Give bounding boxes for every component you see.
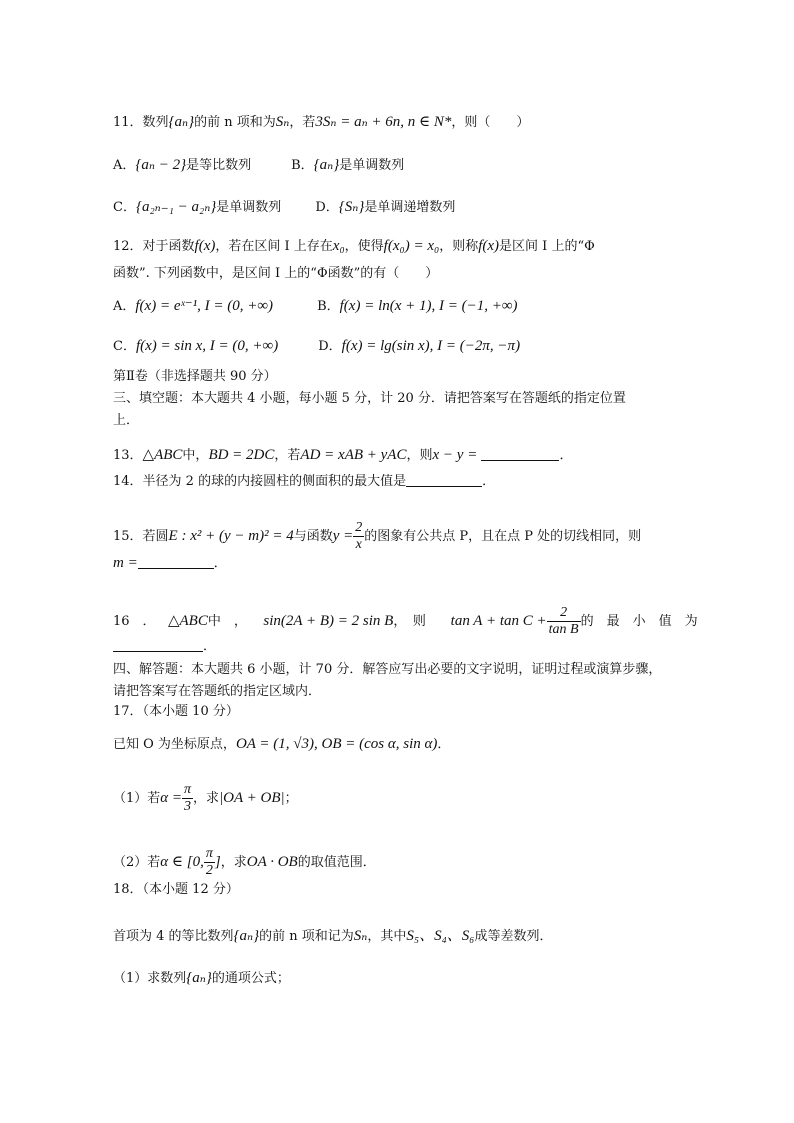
q17-stem: 已知 O 为坐标原点，OA = (1, √3), OB = (cos α, sin α)． <box>113 736 451 752</box>
q17-part2: （2）若α ∈ [0, $\frac{\pi}{2}$ ]，求OA · OB的取值范围． <box>113 846 376 878</box>
q11-options-ab <box>113 155 404 176</box>
q14: 14．半径为 2 的球的内接圆柱的侧面积的最大值是 ． <box>113 474 496 489</box>
q12-option-a: A．f(x) = eˣ⁻¹, I = (0, +∞) <box>113 298 274 314</box>
q17-part2-fraction: $\frac{\pi}{2}$ <box>205 846 213 878</box>
q16-fraction: $\frac{2}{\text{tan B}}$ <box>548 605 579 637</box>
section4-instructions-1: 四、解答题：本大题共 6 小题，计 70 分．解答应写出必要的文字说明，证明过程或演算步骤， <box>113 662 662 677</box>
q15-answer-blank <box>138 554 214 569</box>
q16-answer-blank <box>113 637 203 652</box>
q14-answer-blank <box>406 472 482 487</box>
q18-header: 18．（本小题 12 分） <box>113 882 239 897</box>
q13: 13．△ABC中，BD = 2DC，若AD = xAB + yAC，则x − y = ． <box>113 447 573 463</box>
q12-option-c: C．f(x) = sin x, I = (0, +∞) <box>113 338 279 354</box>
q17-header: 17．（本小题 10 分） <box>113 704 239 719</box>
q15-line1: 15．若圆E : x² + (y − m)² = 4与函数y = $\frac{2}{x}$ 的图象有公共点 P，且在点 P 处的切线相同，则 <box>113 520 642 552</box>
q11-stem: 11．数列{aₙ}的前 n 项和为Sₙ，若3Sₙ = aₙ + 6n, n ∈ N*，则（ ） <box>113 114 530 130</box>
section4-instructions-2: 请把答案写在答题纸的指定区域内． <box>113 684 322 699</box>
q11-option-a: A．{aₙ − 2}是等比数列 <box>113 157 252 173</box>
section3-instructions-1: 三、填空题：本大题共 4 小题，每小题 5 分，计 20 分．请把答案写在答题纸的指定位置 <box>113 391 626 406</box>
q15-line2: m = ． <box>113 555 227 571</box>
q11-condition: 3Sₙ = aₙ + 6n, n ∈ N* <box>315 114 452 130</box>
q16-line1: 16 ． △ABC中 ， sin(2A + B) = 2 sin B， 则 tan A + tan C + $\frac{2}{\text{tan B}}$ 的 最 小 值 为 <box>113 605 698 637</box>
q11-option-b: B．{aₙ}是单调数列 <box>291 157 405 173</box>
q18-stem: 首项为 4 的等比数列{aₙ}的前 n 项和记为Sₙ，其中S₅、S₄、S₆成等差数列． <box>113 928 553 944</box>
q17-part1-fraction: $\frac{\pi}{3}$ <box>184 782 192 814</box>
q11-seq: {aₙ} <box>168 114 195 130</box>
q11-options-cd <box>113 197 455 218</box>
q15-fraction: $\frac{2}{x}$ <box>355 520 363 552</box>
q17-part1: （1）若α = $\frac{\pi}{3}$ ，求|OA + OB|； <box>113 782 298 814</box>
part2-title: 第Ⅱ卷（非选择题共 90 分） <box>113 369 277 384</box>
q12-stem-line1: 12．对于函数f(x)，若在区间 I 上存在x₀，使得f(x₀) = x₀，则称f(x)是区间 I 上的“Φ <box>113 238 595 254</box>
q16-line2: ． <box>113 637 216 657</box>
q12-options-cd <box>113 336 520 357</box>
q12-option-b: B．f(x) = ln(x + 1), I = (−1, +∞) <box>317 298 518 314</box>
q12-stem-line2: 函数”. 下列函数中，是区间 I 上的“Φ函数”的有（ ） <box>113 266 439 281</box>
section3-instructions-2: 上． <box>113 413 140 428</box>
q11-option-c: C．{a₂ₙ₋₁ − a₂ₙ}是单调数列 <box>113 199 282 215</box>
q12-options-ab <box>113 296 518 317</box>
q13-answer-blank <box>481 446 559 461</box>
q18-part1: （1）求数列{aₙ}的通项公式； <box>113 970 290 986</box>
q11-option-d: D．{Sₙ}是单调递增数列 <box>315 199 456 215</box>
q12-option-d: D．f(x) = lg(sin x), I = (−2π, −π) <box>318 338 521 354</box>
